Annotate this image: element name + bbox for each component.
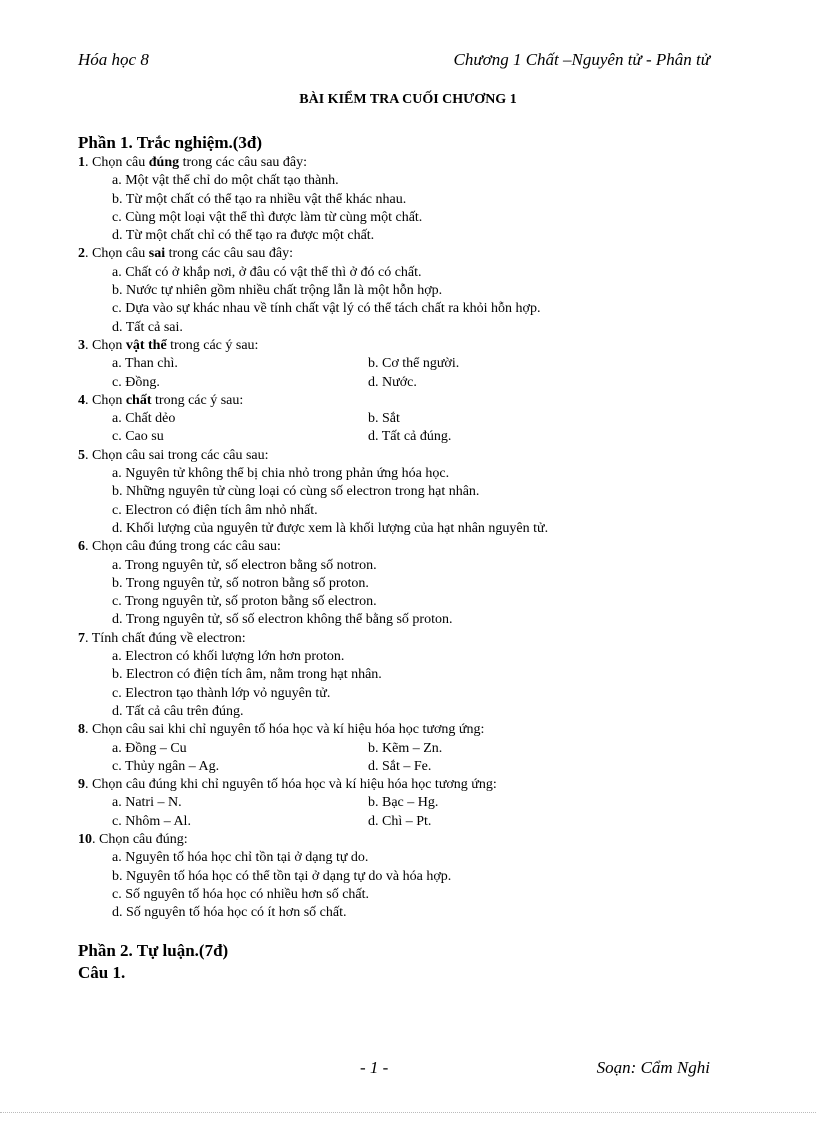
question-list bbox=[78, 154, 718, 922]
part2-title: Phần 2. Tự luận.(7đ) bbox=[78, 941, 229, 961]
question-stem bbox=[78, 721, 718, 739]
question-number: 5 bbox=[78, 447, 85, 463]
answer-option: d. Số nguyên tố hóa học có ít hơn số chất. bbox=[112, 905, 347, 921]
question-number: 7 bbox=[78, 630, 85, 646]
answer-option: b. Kẽm – Zn. bbox=[368, 740, 443, 756]
question-text: Tính chất đúng về electron: bbox=[91, 630, 246, 646]
question-keyword: chất bbox=[125, 392, 152, 408]
page-bottom-divider bbox=[0, 1112, 816, 1113]
question-text: Chọn câu bbox=[92, 246, 149, 262]
answer-option-row bbox=[78, 374, 718, 392]
answer-option: c. Thủy ngân – Ag. bbox=[112, 758, 220, 774]
question-text-end: trong các câu sau đây: bbox=[179, 155, 308, 170]
answer-option: b. Cơ thể người. bbox=[368, 356, 460, 372]
header-chapter: Chương 1 Chất –Nguyên tử - Phân tử bbox=[453, 50, 710, 69]
question-number-sep: . bbox=[85, 722, 92, 738]
page-title: BÀI KIỂM TRA CUỐI CHƯƠNG 1 bbox=[299, 92, 517, 107]
answer-option-row bbox=[78, 410, 718, 428]
answer-option-row bbox=[78, 428, 718, 446]
answer-option: b. Nước tự nhiên gồm nhiều chất trộng lẫn là một hỗn hợp. bbox=[112, 283, 443, 299]
answer-option: d. Chì – Pt. bbox=[368, 813, 432, 829]
question-number-sep: . bbox=[92, 831, 99, 847]
answer-option: c. Cùng một loại vật thể thì được làm từ cùng một chất. bbox=[112, 209, 423, 225]
question-text: Chọn bbox=[92, 337, 126, 353]
question-number-sep: . bbox=[85, 392, 92, 408]
question-number: 1 bbox=[78, 155, 85, 170]
answer-option: c. Đồng. bbox=[112, 374, 160, 390]
question-number-sep: . bbox=[85, 337, 92, 353]
question-number-sep: . bbox=[85, 246, 92, 262]
question-stem bbox=[78, 776, 718, 794]
answer-option: b. Sắt bbox=[368, 411, 400, 427]
answer-option: c. Trong nguyên tử, số proton bằng số electron. bbox=[112, 594, 377, 610]
question-number-sep: . bbox=[85, 630, 92, 646]
question-stem bbox=[78, 337, 718, 355]
question-text-end: trong các ý sau: bbox=[151, 392, 244, 408]
question-text: Chọn câu sai trong các câu sau: bbox=[92, 447, 269, 463]
question-number: 6 bbox=[78, 539, 85, 555]
answer-option: b. Từ một chất có thể tạo ra nhiều vật thể khác nhau. bbox=[112, 191, 407, 207]
answer-option: d. Tất cả sai. bbox=[112, 319, 183, 335]
page-number: - 1 - bbox=[360, 1058, 389, 1077]
answer-option-row bbox=[78, 758, 718, 776]
question-number-sep: . bbox=[85, 155, 92, 170]
answer-option: d. Tất cả đúng. bbox=[368, 429, 452, 445]
question-number: 10 bbox=[78, 831, 92, 847]
document-body bbox=[78, 132, 718, 984]
answer-option: d. Khối lượng của nguyên tử được xem là khối lượng của hạt nhân nguyên tử. bbox=[112, 520, 549, 536]
question-number-sep: . bbox=[85, 539, 92, 555]
question-number: 3 bbox=[78, 337, 85, 353]
question-number-sep: . bbox=[85, 447, 92, 463]
answer-option-row bbox=[78, 740, 718, 758]
question-stem bbox=[78, 831, 718, 849]
answer-option-row bbox=[78, 813, 718, 831]
answer-option: d. Tất cả câu trên đúng. bbox=[112, 703, 244, 719]
answer-option: a. Chất có ở khắp nơi, ở đâu có vật thể thì ở đó có chất. bbox=[112, 264, 422, 280]
question-text: Chọn câu đúng: bbox=[99, 831, 188, 847]
question-text: Chọn câu đúng trong các câu sau: bbox=[92, 539, 281, 555]
answer-option: c. Nhôm – Al. bbox=[112, 813, 191, 829]
footer-author: Soạn: Cẩm Nghi bbox=[596, 1058, 710, 1077]
question-number: 2 bbox=[78, 246, 85, 262]
answer-option: a. Một vật thể chỉ do một chất tạo thành. bbox=[112, 173, 339, 189]
question-number: 9 bbox=[78, 777, 85, 793]
answer-option: c. Electron có điện tích âm nhỏ nhất. bbox=[112, 502, 318, 518]
answer-option: a. Electron có khối lượng lớn hơn proton. bbox=[112, 649, 345, 665]
question-text: Chọn câu đúng khi chỉ nguyên tố hóa học và kí hiệu hóa học tương ứng: bbox=[92, 777, 497, 793]
answer-option: d. Từ một chất chỉ có thể tạo ra được một chất. bbox=[112, 228, 375, 244]
answer-option: d. Sắt – Fe. bbox=[368, 758, 432, 774]
question-stem bbox=[78, 447, 718, 465]
question-text-end: trong các ý sau: bbox=[166, 337, 259, 353]
answer-option: c. Electron tạo thành lớp vỏ nguyên tử. bbox=[112, 685, 331, 701]
question-number: 4 bbox=[78, 392, 85, 408]
answer-option: a. Than chì. bbox=[112, 356, 178, 372]
answer-option: c. Số nguyên tố hóa học có nhiều hơn số chất. bbox=[112, 886, 370, 902]
answer-option: b. Bạc – Hg. bbox=[368, 795, 439, 811]
question-stem bbox=[78, 392, 718, 410]
answer-option: a. Trong nguyên tử, số electron bằng số notron. bbox=[112, 557, 377, 573]
question-keyword: đúng bbox=[148, 155, 180, 170]
section-spacer bbox=[78, 922, 718, 940]
answer-option: a. Chất dẻo bbox=[112, 411, 176, 427]
question-text: Chọn câu bbox=[92, 155, 149, 170]
part1-title: Phần 1. Trắc nghiệm.(3đ) bbox=[78, 133, 263, 152]
answer-option-row bbox=[78, 794, 718, 812]
question-stem bbox=[78, 245, 718, 263]
part2-question: Câu 1. bbox=[78, 963, 126, 983]
question-text: Chọn câu sai khi chỉ nguyên tố hóa học và kí hiệu hóa học tương ứng: bbox=[92, 722, 485, 738]
answer-option: c. Cao su bbox=[112, 429, 164, 445]
header-subject: Hóa học 8 bbox=[78, 50, 149, 69]
answer-option: d. Trong nguyên tử, số số electron không thể bằng số proton. bbox=[112, 612, 453, 628]
answer-option: b. Electron có điện tích âm, nằm trong hạt nhân. bbox=[112, 667, 382, 683]
question-number: 8 bbox=[78, 722, 85, 738]
question-text-end: trong các câu sau đây: bbox=[165, 246, 293, 262]
answer-option: b. Trong nguyên tử, số notron bằng số proton. bbox=[112, 575, 369, 591]
answer-option: b. Nguyên tố hóa học có thể tồn tại ở dạng tự do và hóa hợp. bbox=[112, 868, 452, 884]
answer-option: a. Nguyên tử không thể bị chia nhỏ trong phản ứng hóa học. bbox=[112, 466, 450, 482]
answer-option: d. Nước. bbox=[368, 374, 417, 390]
question-stem bbox=[78, 154, 718, 172]
question-text: Chọn bbox=[92, 392, 126, 408]
answer-option: b. Những nguyên tử cùng loại có cùng số electron trong hạt nhân. bbox=[112, 484, 480, 500]
answer-option: a. Đồng – Cu bbox=[112, 740, 187, 756]
question-stem bbox=[78, 630, 718, 648]
answer-option: a. Nguyên tố hóa học chỉ tồn tại ở dạng tự do. bbox=[112, 850, 369, 866]
question-number-sep: . bbox=[85, 777, 92, 793]
answer-option: a. Natri – N. bbox=[112, 795, 182, 811]
answer-option-row bbox=[78, 355, 718, 373]
answer-option: c. Dựa vào sự khác nhau về tính chất vật lý có thể tách chất ra khỏi hỗn hợp. bbox=[112, 301, 541, 317]
question-stem bbox=[78, 538, 718, 556]
question-keyword: vật thể bbox=[125, 337, 167, 353]
question-keyword: sai bbox=[148, 246, 166, 262]
